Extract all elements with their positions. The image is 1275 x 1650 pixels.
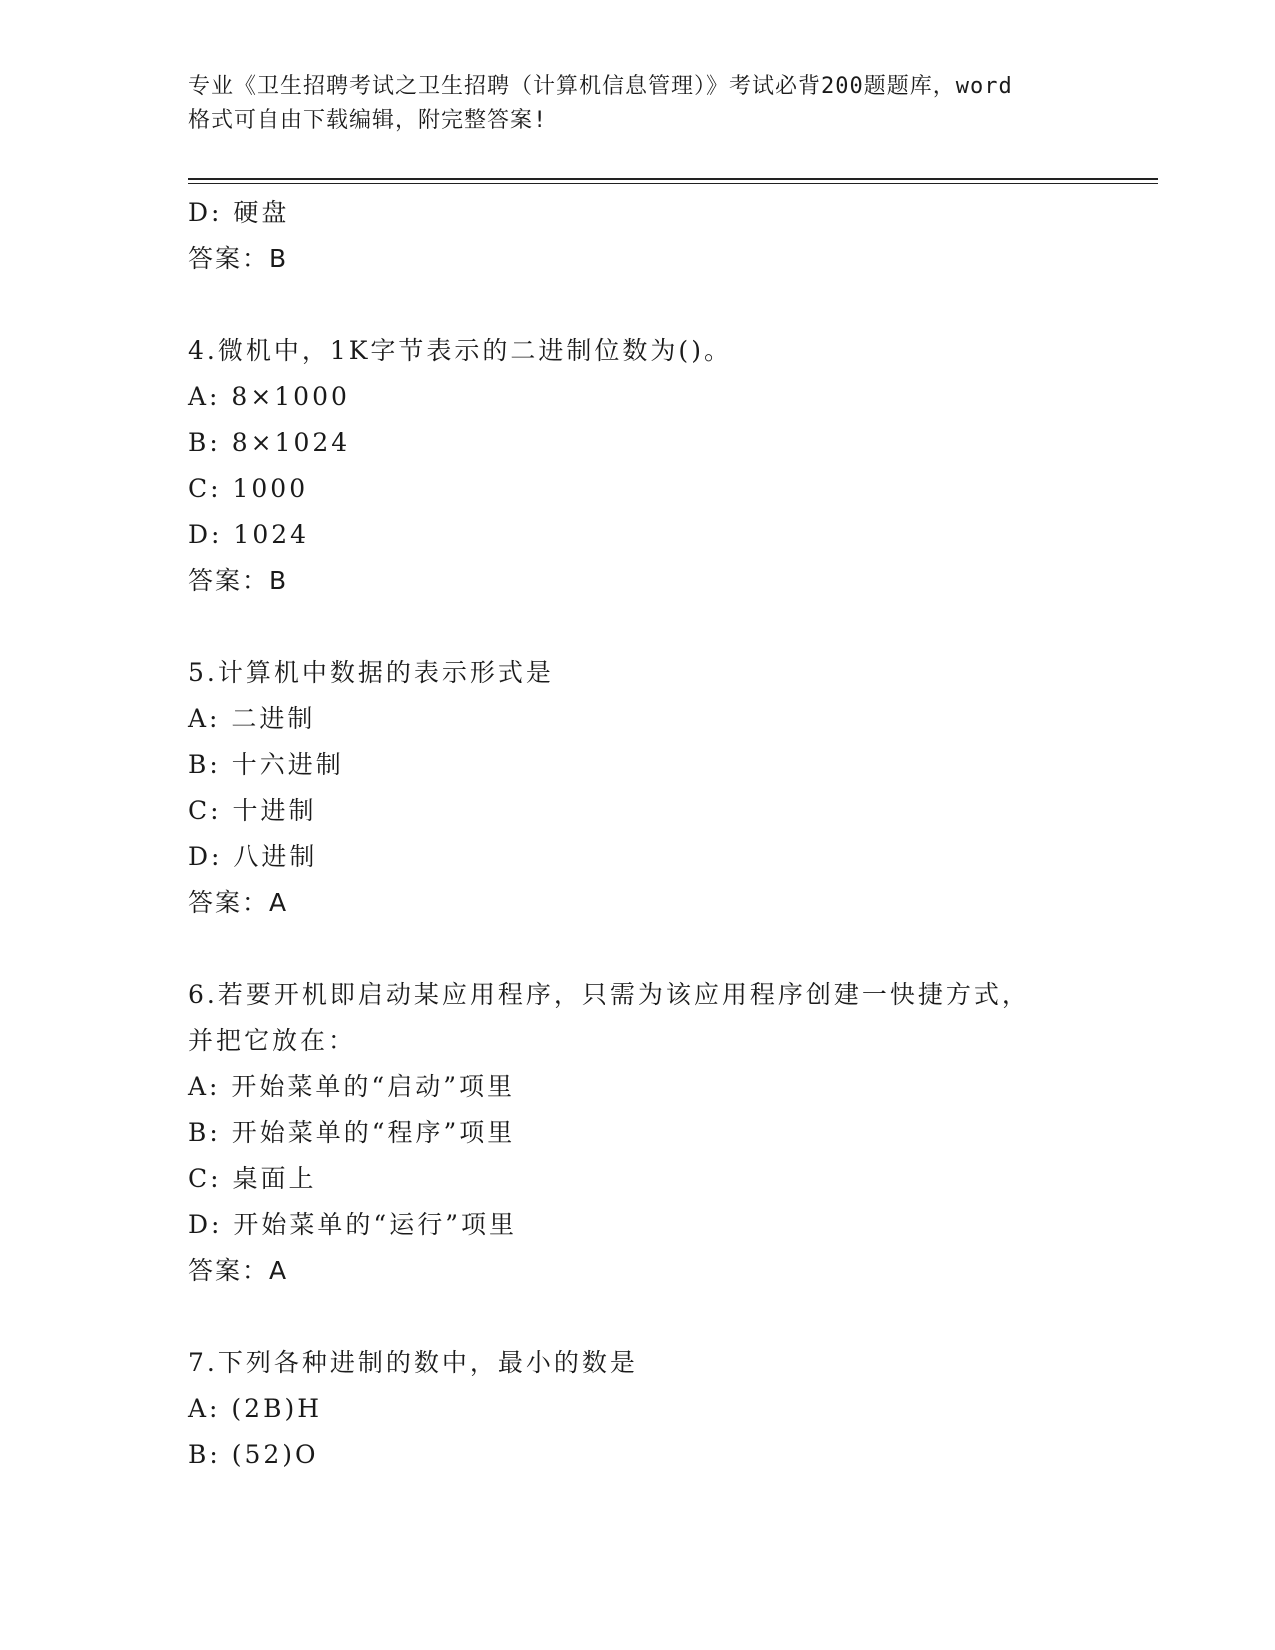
- header-divider-thick: [188, 178, 1158, 180]
- option-d: D: 硬盘: [188, 198, 290, 227]
- question-block-3-tail: [188, 190, 1148, 282]
- question-list: [188, 190, 1148, 1478]
- option-c: C: 桌面上: [188, 1164, 317, 1193]
- option-d: D: 开始菜单的“运行”项里: [188, 1210, 517, 1239]
- spacer: [188, 926, 1148, 972]
- option-c: C: 1000: [188, 474, 309, 503]
- option-a: A: 8×1000: [188, 382, 350, 411]
- option-d: D: 1024: [188, 520, 310, 549]
- option-a: A: (2B)H: [188, 1394, 323, 1423]
- answer-line: 答案：A: [188, 1256, 289, 1285]
- question-text-line-1: 6.若要开机即启动某应用程序，只需为该应用程序创建一快捷方式，: [188, 980, 1030, 1009]
- question-text-line-2: 并把它放在：: [188, 1026, 357, 1055]
- spacer: [188, 1294, 1148, 1340]
- option-d: D: 八进制: [188, 842, 318, 871]
- header-line-1: 专业《卫生招聘考试之卫生招聘（计算机信息管理）》考试必背200题题库，word: [188, 74, 1013, 99]
- answer-line: 答案：A: [188, 888, 289, 917]
- option-b: B: 8×1024: [188, 428, 351, 457]
- document-header: [188, 70, 1088, 138]
- option-b: B: 开始菜单的“程序”项里: [188, 1118, 516, 1147]
- spacer: [188, 604, 1148, 650]
- question-block-4: [188, 328, 1148, 604]
- option-b: B: (52)O: [188, 1440, 319, 1469]
- option-a: A: 开始菜单的“启动”项里: [188, 1072, 515, 1101]
- answer-line: 答案：B: [188, 566, 289, 595]
- option-b: B: 十六进制: [188, 750, 344, 779]
- answer-line: 答案：B: [188, 244, 289, 273]
- header-line-2: 格式可自由下载编辑，附完整答案!: [188, 108, 548, 133]
- header-divider-thin: [188, 183, 1158, 184]
- question-block-5: [188, 650, 1148, 926]
- question-text: 7.下列各种进制的数中，最小的数是: [188, 1348, 638, 1377]
- option-a: A: 二进制: [188, 704, 316, 733]
- question-text: 5.计算机中数据的表示形式是: [188, 658, 554, 687]
- question-text: 4.微机中，1K字节表示的二进制位数为()。: [188, 336, 732, 365]
- question-block-7: [188, 1340, 1148, 1478]
- option-c: C: 十进制: [188, 796, 317, 825]
- spacer: [188, 282, 1148, 328]
- question-block-6: [188, 972, 1148, 1294]
